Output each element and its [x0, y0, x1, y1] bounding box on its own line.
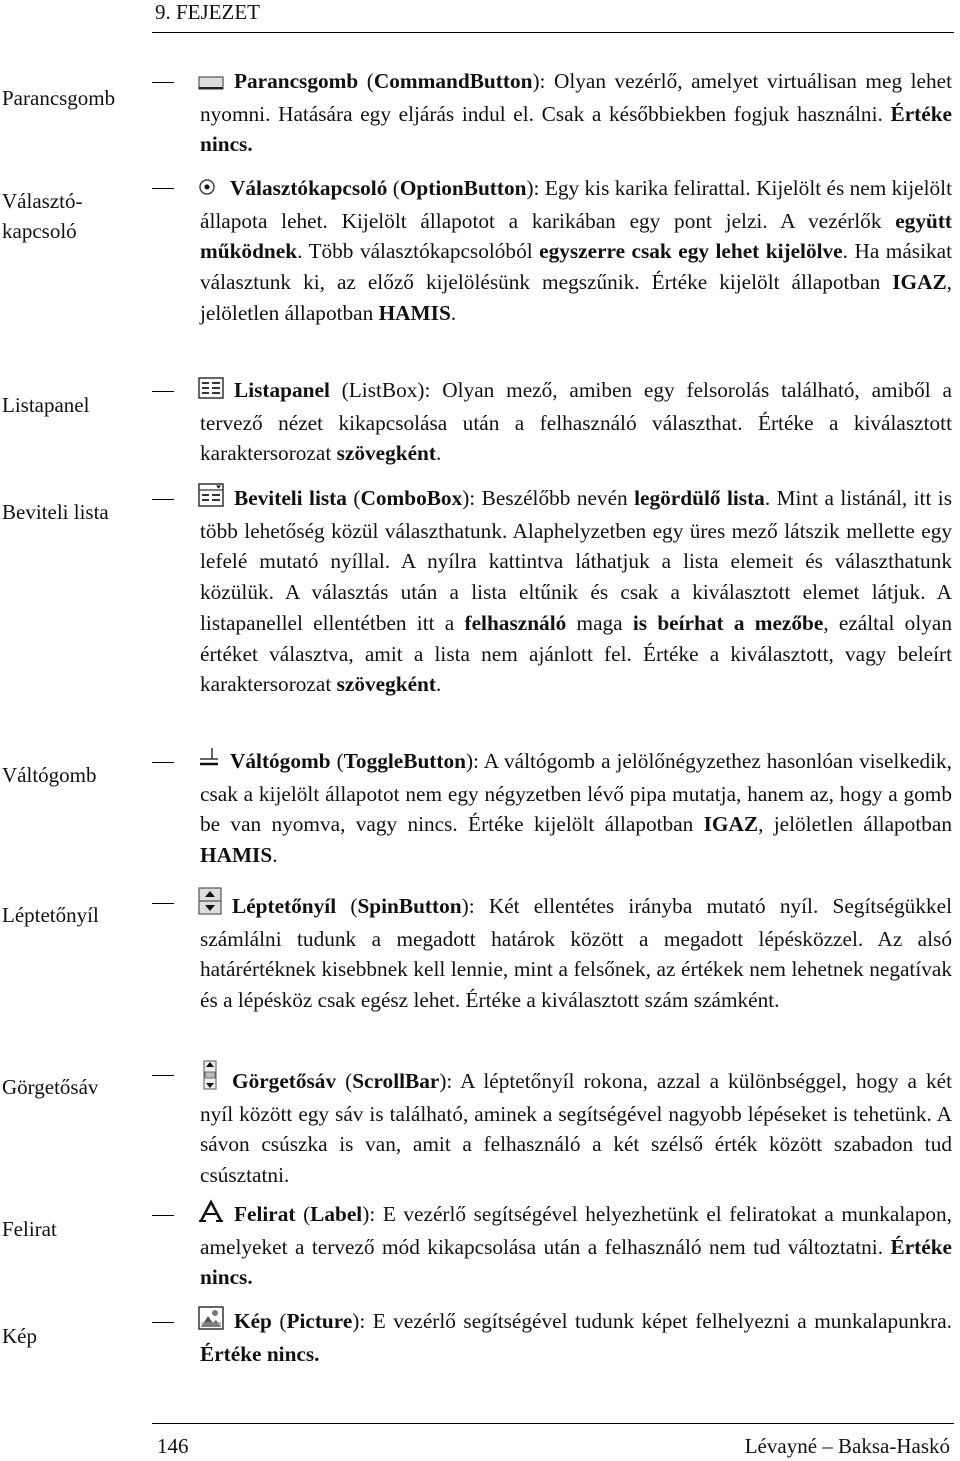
- control-name: Váltógomb: [230, 749, 331, 773]
- entry-felirat: Felirat (Label): E vezérlő segítségével helyezhetünk el feliratokat a munkalapon, amelyeket a tervező mód kikapcsolása után a felhasználó nem tud változtatni. Értéke nincs.: [200, 1199, 952, 1293]
- header-rule: [152, 32, 954, 33]
- control-emphasis: együtt működnek: [200, 208, 952, 264]
- control-english-name: Picture: [286, 1309, 353, 1333]
- control-description: Egy kis karika felirattal. Kijelölt és nem kijelölt állapota lehet. Kijelölt állapotot a karikában egy pont jelzi. A vezérlők: [200, 176, 952, 233]
- page-number: 146: [157, 1434, 189, 1458]
- control-english-name: Label: [310, 1202, 363, 1226]
- control-english-name: ComboBox: [360, 486, 463, 510]
- margin-label-parancsgomb: Parancsgomb: [2, 86, 116, 110]
- control-emphasis: legördülő lista: [634, 486, 765, 510]
- control-value-true: IGAZ: [892, 270, 947, 295]
- margin-label-gorgetosav: Görgetősáv: [2, 1075, 99, 1099]
- bullet-dash: [152, 188, 174, 189]
- footer-rule: [152, 1423, 954, 1424]
- control-english-name: SpinButton: [357, 894, 462, 918]
- entry-beviteli-lista: Beviteli lista (ComboBox): Beszélőbb nevén legördülő lista. Mint a listánál, itt is több lehetőség közül választhatunk. Alaphelyzetben egy üres mező látszik mellette egy lefelé mutató nyíllal. A nyílra kattintva láthatjuk a lista elemeit és választhatunk közülük. A választás után a lista eltűnik és csak a kiválasztott elemet látjuk. A listapanellel ellentétben itt a felhasználó maga is beírhat a mezőbe, ezáltal olyan értéket választva, amit a lista nem ajánlott fel. Értéke a kiválasztott, vagy beleírt karaktersorozat szövegként.: [200, 483, 952, 700]
- picture-icon: [198, 1306, 224, 1339]
- margin-label-kep: Kép: [2, 1324, 37, 1348]
- control-description: . Ha másikat választunk ki, az előző kijelölésünk megszűnik. Értéke kijelölt állapotban: [200, 239, 953, 295]
- entry-parancsgomb: Parancsgomb (CommandButton): Olyan vezérlő, amelyet virtuálisan meg lehet nyomni. Hatására egy eljárás indul el. Csak a későbbiekben fogjuk használni. Értéke nincs.: [200, 69, 953, 157]
- control-english-name: ToggleButton: [343, 749, 466, 773]
- control-description: E vezérlő segítségével helyezhetünk el feliratokat a munkalapon, amelyeket a tervező mód kikapcsolása után a felhasználó nem tud változtatni.: [200, 1202, 952, 1259]
- control-emphasis: is beírhat a mezőbe: [632, 610, 824, 635]
- control-description: E vezérlő segítségével tudunk képet felhelyezni a munkalapunkra.: [372, 1309, 952, 1333]
- control-description: .: [272, 843, 278, 868]
- scroll-bar-icon: [198, 1060, 222, 1099]
- control-emphasis: egyszerre csak egy lehet kijelölve: [539, 239, 843, 264]
- margin-label-beviteli-lista: Beviteli lista: [2, 500, 109, 524]
- control-description: Két ellentétes irányba mutató nyíl. Segítségükkel számlálni tudunk a megadott határok között a megadott lépésközzel. Az alsó határértéknek kisebbnek kell lennie, mint a felsőnek, az értékek nem lehetnek negatívak és a lépésköz csak egész lehet. Értéke a kiválasztott szám számként.: [200, 894, 952, 1013]
- list-box-icon: [198, 377, 224, 408]
- entry-valtogomb: Váltógomb (ToggleButton): A váltógomb a jelölőnégyzethez hasonlóan viselkedik, csak a kijelölt állapotot nem egy négyzetben lévő pipa mutatja, hanem az, hogy a gomb be van nyomva, vagy nincs. Értéke kijelölt állapotban IGAZ, jelöletlen állapotban HAMIS.: [200, 746, 952, 871]
- entry-leptetonyil: Léptetőnyíl (SpinButton): Két ellentétes irányba mutató nyíl. Segítségükkel számlálni tudunk a megadott határok között a megadott lépésközzel. Az alsó határértéknek kisebbnek kell lennie, mint a felsőnek, az értékek nem lehetnek negatívak és a lépésköz csak egész lehet. Értéke a kiválasztott szám számként.: [200, 887, 952, 1016]
- control-name: Léptetőnyíl: [232, 894, 337, 918]
- control-emphasis: szövegként: [336, 672, 436, 697]
- control-name: Beviteli lista: [234, 486, 347, 510]
- margin-label-line: kapcsoló: [2, 219, 77, 243]
- control-english-name: ListBox: [348, 378, 418, 402]
- control-description: A váltógomb a jelölőnégyzethez hasonlóan viselkedik, csak a kijelölt állapotot nem egy négyzetben lévő pipa mutatja, hanem az, hogy a gomb be van nyomva, vagy nincs. Értéke kijelölt állapotban: [200, 749, 952, 837]
- entry-gorgetosav: Görgetősáv (ScrollBar): A léptetőnyíl rokona, azzal a különbséggel, hogy a két nyíl között egy sáv is található, aminek a segítségével nagyobb lépéseket is tehetünk. A sávon csúszka is van, amit a felhasználó a két szélső érték között szabadon tud csúsztatni.: [200, 1060, 952, 1191]
- entry-valasztokapcsolo: Választókapcsoló (OptionButton): Egy kis karika felirattal. Kijelölt és nem kijelölt állapota lehet. Kijelölt állapotot a karikában egy pont jelzi. A vezérlők együtt működnek. Több választókapcsolóból egyszerre csak egy lehet kijelölve. Ha másikat választunk ki, az előző kijelölésünk megszűnik. Értéke kijelölt állapotban IGAZ, jelöletlen állapotban HAMIS.: [200, 176, 953, 325]
- control-value-false: HAMIS: [200, 843, 273, 868]
- spin-button-icon: [198, 887, 222, 924]
- margin-label-leptetonyil: Léptetőnyíl: [2, 903, 99, 927]
- entry-kep: Kép (Picture): E vezérlő segítségével tudunk képet felhelyezni a munkalapunkra. Értéke nincs.: [200, 1306, 952, 1369]
- control-value-false: HAMIS: [378, 300, 451, 325]
- control-name: Listapanel: [234, 378, 330, 402]
- control-value-note: Értéke nincs.: [200, 1341, 320, 1366]
- control-description: Olyan vezérlő, amelyet virtuálisan meg lehet nyomni. Hatására egy eljárás indul el. Csak a későbbiekben fogjuk használni.: [200, 69, 953, 126]
- bullet-dash: [152, 499, 174, 500]
- combo-box-icon: [198, 483, 224, 516]
- command-button-icon: [198, 68, 224, 99]
- control-emphasis: felhasználó: [464, 610, 567, 635]
- bullet-dash: [152, 82, 174, 83]
- margin-label-felirat: Felirat: [2, 1217, 57, 1241]
- margin-label-valtogomb: Váltógomb: [2, 763, 97, 787]
- margin-label-valasztokapcsolo: [2, 186, 82, 246]
- label-icon: [198, 1199, 224, 1232]
- control-description: . Mint a listánál, itt is több lehetőség közül választhatunk. Alaphelyzetben egy üres mező látszik mellette egy lefelé mutató nyíllal. A nyílra kattintva láthatjuk a lista elemeit és választhatunk közülük. A választás után a lista eltűnik és csak a kiválasztott elemet látjuk. A listapanellel ellentétben itt a: [200, 486, 953, 635]
- control-value-true: IGAZ: [703, 812, 759, 837]
- bullet-dash: [152, 391, 174, 392]
- bullet-dash: [152, 1075, 174, 1076]
- control-description: .: [435, 441, 442, 466]
- control-name: Kép: [234, 1309, 272, 1333]
- bullet-dash: [152, 903, 174, 904]
- control-value-note: Értéke nincs.: [200, 1234, 952, 1290]
- bullet-dash: [152, 762, 174, 763]
- margin-label-line: Választó-: [2, 189, 83, 213]
- control-emphasis: szövegként: [336, 441, 436, 466]
- control-description: , jelöletlen állapotban: [200, 270, 952, 325]
- control-description: maga: [576, 610, 623, 635]
- control-name: Görgetősáv: [232, 1069, 337, 1093]
- control-name: Parancsgomb: [234, 69, 359, 93]
- control-name: Választókapcsoló: [230, 176, 388, 200]
- control-english-name: CommandButton: [373, 69, 533, 93]
- toggle-button-icon: [198, 746, 220, 779]
- control-english-name: OptionButton: [399, 176, 527, 200]
- control-value-note: Értéke nincs.: [200, 101, 952, 157]
- entry-listapanel: Listapanel (ListBox): Olyan mező, amiben egy felsorolás található, amiből a tervező nézet kikapcsolása után a felhasználó választhat. Értéke a kiválasztott karaktersorozat szövegként.: [200, 378, 952, 466]
- control-description: , jelöletlen állapotban: [758, 812, 952, 837]
- control-description: . Több választókapcsolóból: [297, 239, 533, 264]
- option-button-icon: [198, 175, 220, 206]
- control-description: A léptetőnyíl rokona, azzal a különbséggel, hogy a két nyíl között egy sáv is található, aminek a segítségével nagyobb lépéseket is tehetünk. A sávon csúszka is van, amit a felhasználó a két szélső érték között szabadon tud csúsztatni.: [200, 1069, 952, 1188]
- footer-authors: Lévayné – Baksa-Haskó: [744, 1434, 950, 1458]
- control-description: Beszélőbb nevén: [481, 486, 628, 510]
- chapter-header: 9. FEJEZET: [155, 0, 260, 24]
- bullet-dash: [152, 1322, 174, 1323]
- margin-label-listapanel: Listapanel: [2, 393, 90, 417]
- control-description: Olyan mező, amiben egy felsorolás található, amiből a tervező nézet kikapcsolása után a felhasználó választhat. Értéke a kiválasztott karaktersorozat: [200, 378, 952, 466]
- control-description: .: [450, 300, 457, 325]
- bullet-dash: [152, 1215, 174, 1216]
- control-description: , ezáltal olyan értéket választva, amit a lista nem ajánlott fel. Értéke a kiválasztott, vagy beleírt karaktersorozat: [200, 610, 952, 697]
- control-english-name: ScrollBar: [352, 1069, 440, 1093]
- control-description: .: [435, 672, 442, 697]
- control-name: Felirat: [234, 1202, 296, 1226]
